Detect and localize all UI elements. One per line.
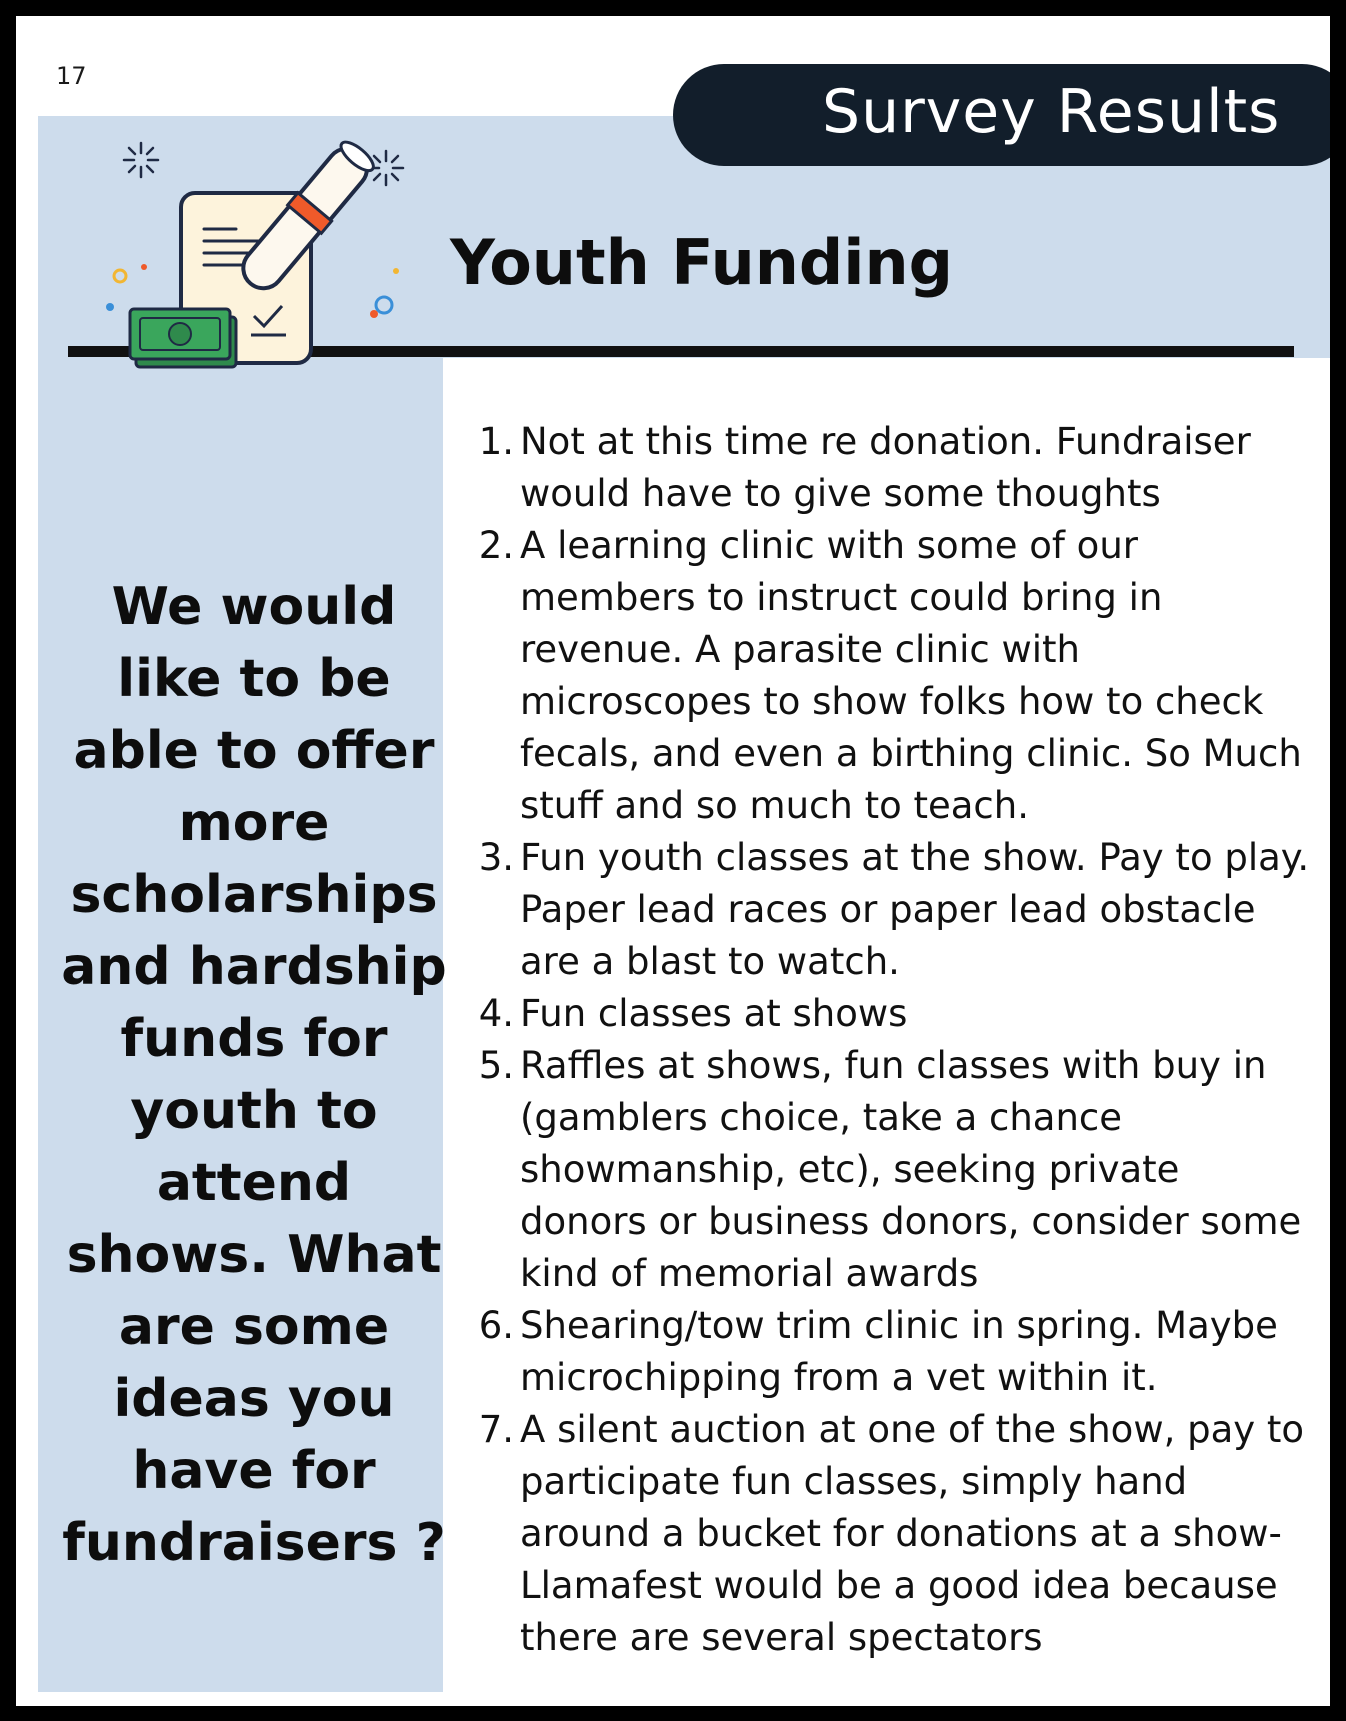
- answer-list: [456, 416, 1316, 1664]
- item-number: 5.: [478, 1044, 514, 1087]
- list-item: [456, 520, 1316, 832]
- diploma-scroll-money-icon: [86, 111, 436, 391]
- list-item: [456, 1404, 1316, 1664]
- page-title: Youth Funding: [450, 226, 953, 299]
- survey-question: We would like to be able to offer more scholarships and hardship funds for youth to attend shows. What are some ideas you have for fundraisers ?: [61, 577, 447, 1573]
- item-text: Shearing/tow trim clinic in spring. Maybe microchipping from a vet within it.: [520, 1304, 1278, 1399]
- item-text: Not at this time re donation. Fundraiser would have to give some thoughts: [520, 420, 1251, 515]
- list-item: [456, 1040, 1316, 1300]
- page: [16, 16, 1330, 1706]
- page-number: 17: [56, 62, 87, 90]
- item-text: A learning clinic with some of our members to instruct could bring in revenue. A parasite clinic with microscopes to show folks how to check fecals, and even a birthing clinic. So Much stuff and so much to teach.: [520, 524, 1302, 827]
- section-title: Survey Results: [822, 77, 1281, 147]
- list-item: [456, 988, 1316, 1040]
- item-number: 6.: [478, 1304, 514, 1347]
- item-text: A silent auction at one of the show, pay to participate fun classes, simply hand around a bucket for donations at a show-Llamafest would be a good idea because there are several spectators: [520, 1408, 1305, 1659]
- list-item: [456, 416, 1316, 520]
- item-number: 3.: [478, 836, 514, 879]
- item-number: 2.: [478, 524, 514, 567]
- money-icon: [130, 309, 236, 367]
- item-number: 4.: [478, 992, 514, 1035]
- item-text: Raffles at shows, fun classes with buy in (gamblers choice, take a chance showmanship, etc), seeking private donors or business donors, consider some kind of memorial awards: [520, 1044, 1302, 1295]
- sparkle-icon: [124, 143, 158, 177]
- list-item: [456, 832, 1316, 988]
- item-number: 1.: [478, 420, 514, 463]
- item-text: Fun youth classes at the show. Pay to play. Paper lead races or paper lead obstacle are a blast to watch.: [520, 836, 1310, 983]
- list-item: [456, 1300, 1316, 1404]
- item-text: Fun classes at shows: [520, 992, 908, 1035]
- item-number: 7.: [478, 1408, 514, 1451]
